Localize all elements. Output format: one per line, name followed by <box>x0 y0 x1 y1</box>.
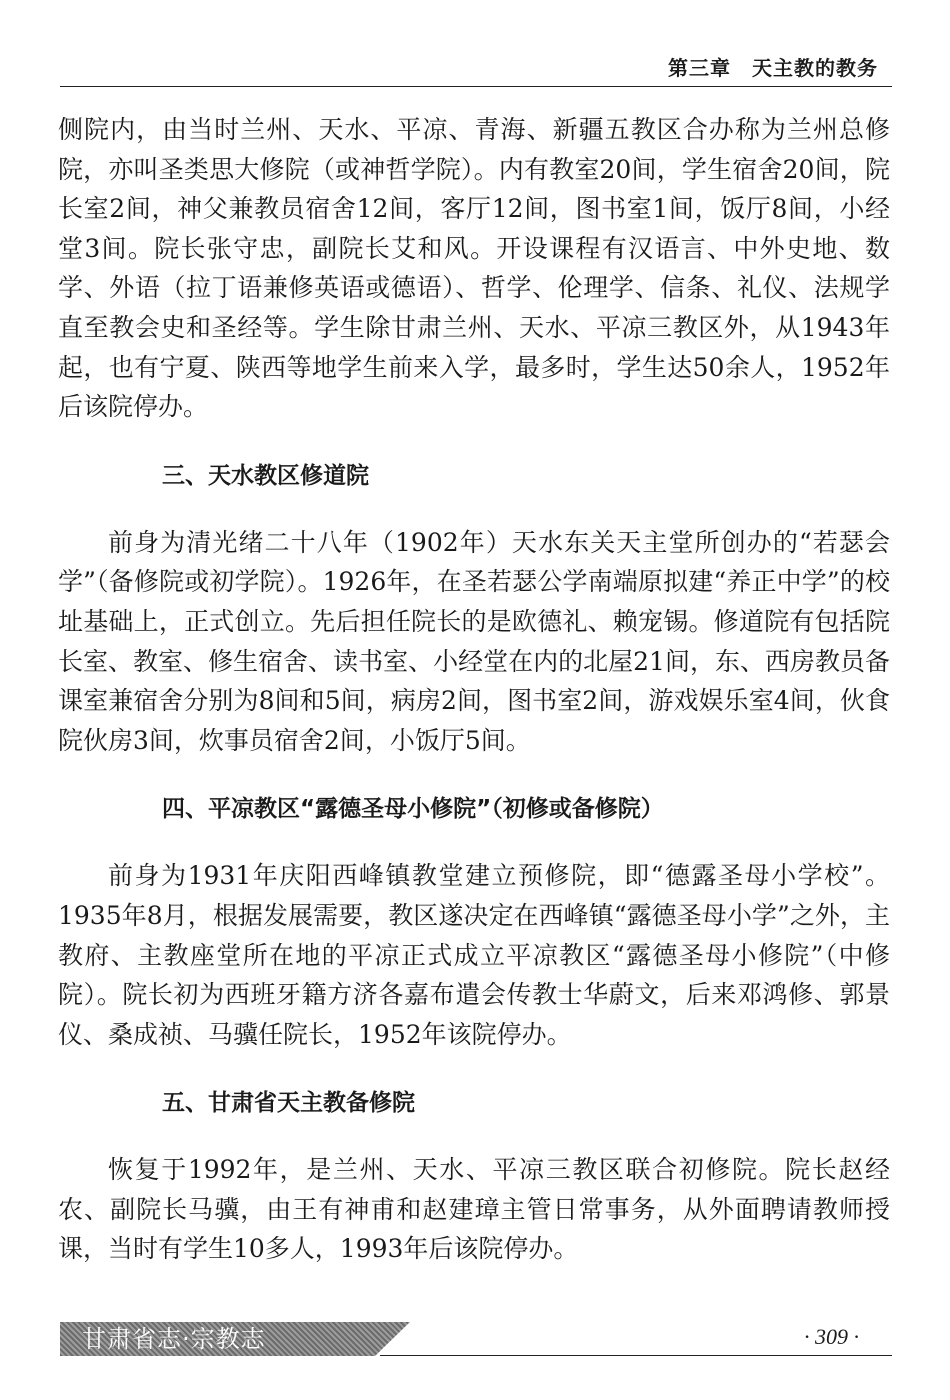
page-number: · 309 · <box>804 1324 859 1349</box>
paragraph-pingliang: 前身为1931年庆阳西峰镇教堂建立预修院，即“德露圣母小学校”。1935年8月，根据发展需要，教区遂决定在西峰镇“露德圣母小学”之外，主教府、主教座堂所在地的平凉正式成立平凉教区“露德圣母小修院”（中修院）。院长初为西班牙籍方济各嘉布遣会传教士华蔚文，后来邓鸿修、郭景仪、桑成祯、马骥任院长，1952年该院停办。 <box>58 861 890 1049</box>
section-heading-tianshui: 三、天水教区修道院 <box>162 462 369 489</box>
paragraph-gansu: 恢复于1992年，是兰州、天水、平凉三教区联合初修院。院长赵经农、副院长马骥，由王有神甫和赵建璋主管日常事务，从外面聘请教师授课，当时有学生10多人，1993年后该院停办。 <box>58 1155 890 1264</box>
page-body <box>58 110 890 1269</box>
footer-book-title: 甘肃省志·宗教志 <box>82 1325 266 1353</box>
section-heading-gansu: 五、甘肃省天主教备修院 <box>162 1090 415 1117</box>
header-rule <box>60 86 892 87</box>
footer-rule <box>380 1355 892 1356</box>
paragraph-tianshui: 前身为清光绪二十八年（1902年）天水东关天主堂所创办的“若瑟会学”（备修院或初学院）。1926年，在圣若瑟公学南端原拟建“养正中学”的校址基础上，正式创立。先后担任院长的是欧德礼、赖宠锡。修道院有包括院长室、教室、修生宿舍、读书室、小经堂在内的北屋21间，东、西房教员备课室兼宿舍分别为8间和5间，病房2间，图书室2间，游戏娱乐室4间，伙食院伙房3间，炊事员宿舍2间，小饭厅5间。 <box>58 527 891 755</box>
running-head: 第三章 天主教的教务 <box>668 56 878 80</box>
section-heading-pingliang: 四、平凉教区“露德圣母小修院”（初修或备修院） <box>162 796 664 823</box>
paragraph-continued: 侧院内，由当时兰州、天水、平凉、青海、新疆五教区合办称为兰州总修院，亦叫圣类思大修院（或神哲学院）。内有教室20间，学生宿舍20间，院长室2间，神父兼教员宿舍12间，客厅12间，图书室1间，饭厅8间，小经堂3间。院长张守忠，副院长艾和风。开设课程有汉语言、中外史地、数学、外语（拉丁语兼修英语或德语）、哲学、伦理学、信条、礼仪、法规学直至教会史和圣经等。学生除甘肃兰州、天水、平凉三教区外，从1943年起，也有宁夏、陕西等地学生前来入学，最多时，学生达50余人，1952年后该院停办。 <box>58 115 890 422</box>
